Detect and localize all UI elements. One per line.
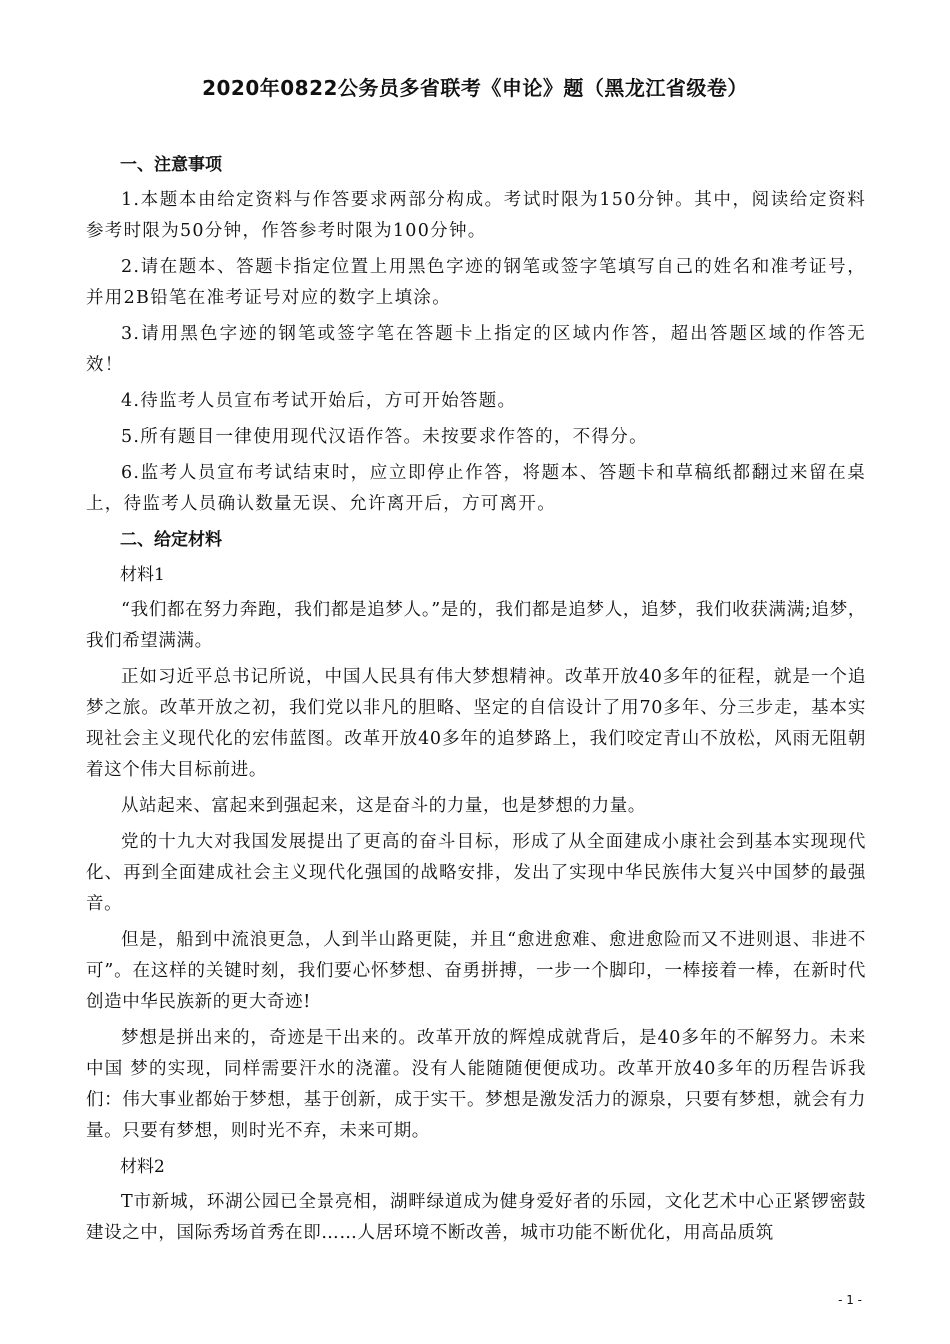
material-1-paragraph: 正如习近平总书记所说，中国人民具有伟大梦想精神。改革开放40多年的征程，就是一个追梦之旅。改革开放之初，我们党以非凡的胆略、坚定的自信设计了用70多年、分三步走，基本实现社会主义现代化的宏伟蓝图。改革开放40多年的追梦路上，我们咬定青山不放松，风雨无阻朝着这个伟大目标前进。 — [86, 667, 866, 780]
material-1-paragraph: 党的十九大对我国发展提出了更高的奋斗目标，形成了从全面建成小康社会到基本实现现代化、再到全面建成社会主义现代化强国的战略安排，发出了实现中华民族伟大复兴中国梦的最强音。 — [86, 832, 866, 914]
material-1-paragraph: “我们都在努力奔跑，我们都是追梦人。”是的，我们都是追梦人，追梦，我们收获满满;追梦，我们希望满满。 — [86, 600, 866, 651]
note-item-3: 3.请用黑色字迹的钢笔或签字笔在答题卡上指定的区域内作答，超出答题区域的作答无效！ — [86, 324, 866, 375]
section-heading-notes: 一、注意事项 — [120, 155, 222, 175]
material-1-heading: 材料1 — [120, 565, 165, 585]
material-1-paragraph: 但是，船到中流浪更急，人到半山路更陡，并且“愈进愈难、愈进愈险而又不进则退、非进不可”。在这样的关键时刻，我们要心怀梦想、奋勇拼搏，一步一个脚印，一棒接着一棒，在新时代创造中华民族新的更大奇迹! — [86, 930, 866, 1012]
material-1-paragraph: 从站起来、富起来到强起来，这是奋斗的力量，也是梦想的力量。 — [121, 796, 646, 816]
note-item-1: 1.本题本由给定资料与作答要求两部分构成。考试时限为150分钟。其中，阅读给定资料参考时限为50分钟，作答参考时限为100分钟。 — [86, 190, 866, 241]
material-2-heading: 材料2 — [120, 1157, 165, 1177]
material-2-paragraph: T市新城，环湖公园已全景亮相，湖畔绿道成为健身爱好者的乐园，文化艺术中心正紧锣密鼓建设之中，国际秀场首秀在即……人居环境不断改善，城市功能不断优化，用高品质筑 — [86, 1192, 866, 1243]
note-item-6: 6.监考人员宣布考试结束时，应立即停止作答，将题本、答题卡和草稿纸都翻过来留在桌上，待监考人员确认数量无误、允许离开后，方可离开。 — [86, 463, 866, 514]
section-heading-materials: 二、给定材料 — [120, 530, 222, 550]
material-1-paragraph: 梦想是拼出来的，奇迹是干出来的。改革开放的辉煌成就背后，是40多年的不解努力。未来中国 梦的实现，同样需要汗水的浇灌。没有人能随随便便成功。改革开放40多年的历程告诉我们：伟大事业都始于梦想，基于创新，成于实干。梦想是激发活力的源泉，只要有梦想，就会有力量。只要有梦想，则时光不弃，未来可期。 — [86, 1028, 866, 1141]
note-item-4: 4.待监考人员宣布考试开始后，方可开始答题。 — [121, 391, 517, 411]
note-item-5: 5.所有题目一律使用现代汉语作答。未按要求作答的，不得分。 — [121, 427, 648, 447]
document-title: 2020年0822公务员多省联考《申论》题（黑龙江省级卷） — [202, 76, 748, 100]
page-number: - 1 - — [838, 1293, 862, 1307]
document-body — [86, 150, 866, 1254]
note-item-2: 2.请在题本、答题卡指定位置上用黑色字迹的钢笔或签字笔填写自己的姓名和准考证号，并用2B铅笔在准考证号对应的数字上填涂。 — [86, 257, 866, 308]
